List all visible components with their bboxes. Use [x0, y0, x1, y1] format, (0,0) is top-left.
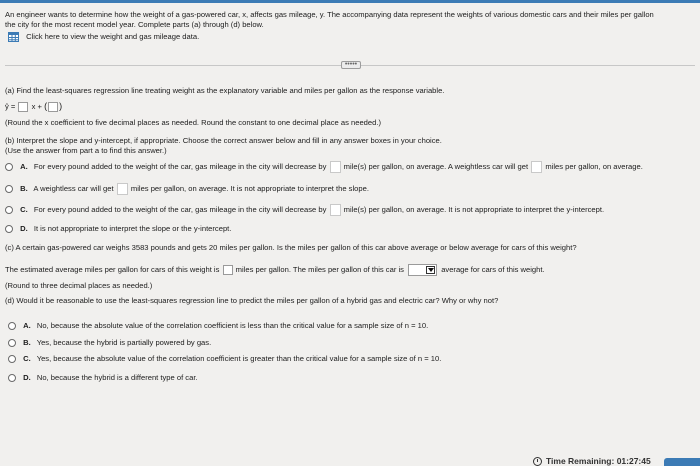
answer-text: The estimated average miles per gallon for cars of this weight is: [5, 265, 220, 274]
option-letter: A.: [23, 321, 31, 330]
option-text: For every pound added to the weight of the car, gas mileage in the city will decrease by: [33, 205, 327, 214]
option-letter: C.: [20, 205, 28, 214]
option-letter: D.: [23, 373, 31, 382]
radio-d-c[interactable]: [8, 355, 16, 363]
radio-d-d[interactable]: [8, 374, 16, 382]
open-paren: (: [44, 101, 48, 111]
problem-statement-line1: An engineer wants to determine how the weight of a gas-powered car, x, affects gas mileage, y. The accompanying data represent the weights of various domestic cars and their miles per gallon: [5, 10, 654, 19]
data-link-text[interactable]: Click here to view the weight and gas mileage data.: [26, 32, 200, 41]
yhat-label: ŷ =: [5, 102, 16, 111]
intercept-answer-input[interactable]: [531, 161, 542, 173]
part-c-prompt: (c) A certain gas-powered car weighs 3583 pounds and gets 20 miles per gallon. Is the miles per gallon of this car above average or below average for cars of this weight?: [5, 243, 577, 252]
data-link-row[interactable]: [8, 32, 199, 42]
part-a-prompt: (a) Find the least-squares regression line treating weight as the explanatory variable and miles per gallon as the response variable.: [5, 86, 445, 95]
part-b-option-c[interactable]: [5, 204, 604, 216]
time-remaining-label: Time Remaining: 01:27:45: [546, 456, 651, 466]
part-d-option-c[interactable]: [8, 354, 441, 363]
time-remaining: [533, 456, 651, 466]
part-b-prompt: (b) Interpret the slope and y-intercept, if appropriate. Choose the correct answer below and fill in any answer boxes in your choice.: [5, 136, 442, 145]
regression-equation-row: [5, 101, 62, 112]
radio-d-b[interactable]: [8, 339, 16, 347]
option-text: miles per gallon, on average. It is not appropriate to interpret the slope.: [130, 184, 369, 193]
option-text: A weightless car will get: [33, 184, 114, 193]
option-letter: D.: [20, 224, 28, 233]
chevron-down-icon: [426, 266, 435, 274]
above-below-dropdown[interactable]: [408, 264, 437, 276]
slope-input[interactable]: [18, 102, 28, 112]
clock-icon: [533, 457, 542, 466]
option-text: mile(s) per gallon, on average. A weightless car will get: [343, 162, 529, 171]
option-text: mile(s) per gallon, on average. It is not appropriate to interpret the y-intercept.: [343, 205, 605, 214]
option-letter: A.: [20, 162, 28, 171]
next-button[interactable]: [664, 458, 700, 466]
option-letter: B.: [23, 338, 31, 347]
close-paren: ): [59, 101, 63, 111]
option-text: No, because the hybrid is a different type of car.: [36, 373, 198, 382]
answer-text: miles per gallon. The miles per gallon of this car is: [235, 265, 404, 274]
answer-text: average for cars of this weight.: [441, 265, 545, 274]
intercept-input[interactable]: [48, 102, 58, 112]
option-text: miles per gallon, on average.: [545, 162, 643, 171]
radio-d-a[interactable]: [8, 322, 16, 330]
radio-b-d[interactable]: [5, 225, 13, 233]
part-c-note: (Round to three decimal places as needed.): [5, 281, 153, 290]
option-text: No, because the absolute value of the correlation coefficient is less than the critical value for a sample size of n = 10.: [36, 321, 429, 330]
part-d-option-d[interactable]: [8, 373, 198, 382]
part-d-option-b[interactable]: [8, 338, 211, 347]
part-b-option-d[interactable]: [5, 224, 231, 233]
part-a-note: (Round the x coefficient to five decimal places as needed. Round the constant to one decimal place as needed.): [5, 118, 381, 127]
intercept-answer-input[interactable]: [117, 183, 128, 195]
option-text: Yes, because the absolute value of the correlation coefficient is greater than the critical value for a sample size of n = 10.: [36, 354, 442, 363]
radio-b-c[interactable]: [5, 206, 13, 214]
option-text: For every pound added to the weight of the car, gas mileage in the city will decrease by: [33, 162, 327, 171]
option-text: Yes, because the hybrid is partially powered by gas.: [36, 338, 212, 347]
part-d-option-a[interactable]: [8, 321, 428, 330]
x-plus-label: x +: [31, 102, 42, 111]
radio-b-a[interactable]: [5, 163, 13, 171]
part-b-option-b[interactable]: [5, 183, 369, 195]
problem-statement-line2: the city for the most recent model year. Complete parts (a) through (d) below.: [5, 20, 264, 29]
data-table-icon: [8, 32, 19, 42]
expand-button[interactable]: •••••: [341, 61, 361, 69]
option-text: It is not appropriate to interpret the slope or the y-intercept.: [33, 224, 232, 233]
part-d-prompt: (d) Would it be reasonable to use the least-squares regression line to predict the miles per gallon of a hybrid gas and electric car? Why or why not?: [5, 296, 499, 305]
slope-answer-input[interactable]: [330, 161, 341, 173]
radio-b-b[interactable]: [5, 185, 13, 193]
slope-answer-input[interactable]: [330, 204, 341, 216]
part-b-note: (Use the answer from part a to find this answer.): [5, 146, 167, 155]
option-letter: C.: [23, 354, 31, 363]
option-letter: B.: [20, 184, 28, 193]
part-b-option-a[interactable]: [5, 161, 643, 173]
top-accent-bar: [0, 0, 700, 3]
estimated-mpg-input[interactable]: [223, 265, 233, 275]
part-c-answer-row: [5, 264, 545, 276]
